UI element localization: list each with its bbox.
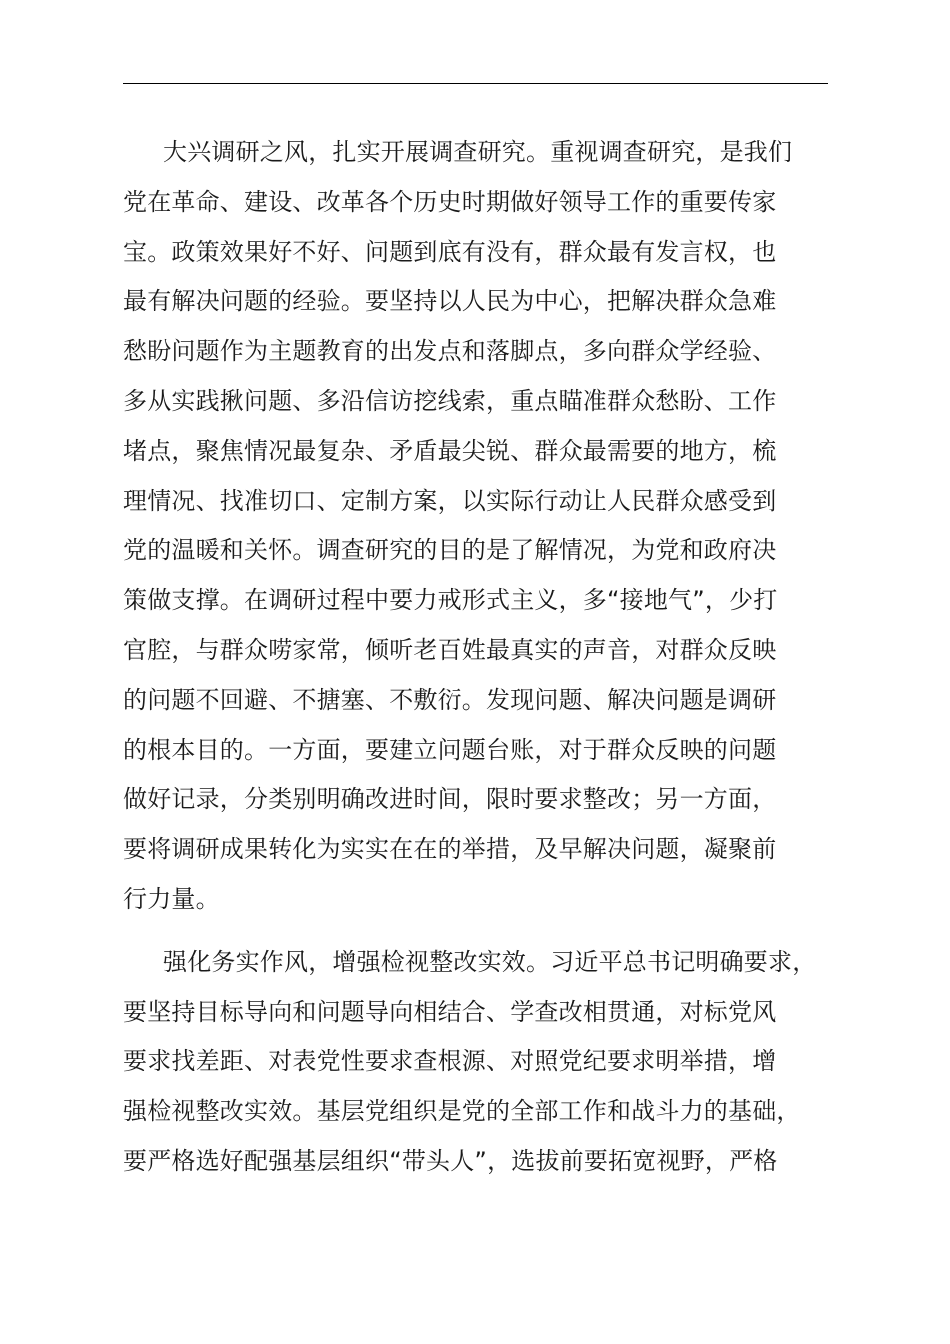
text-line: 多从实践揪问题、多沿信访挖线索，重点瞄准群众愁盼、工作 xyxy=(123,386,777,415)
document-body xyxy=(123,128,828,1187)
text-line: 策做支撑。在调研过程中要力戒形式主义，多“接地气”，少打 xyxy=(123,586,778,615)
text-line: 官腔，与群众唠家常，倾听老百姓最真实的声音，对群众反映 xyxy=(123,635,777,664)
text-line: 要坚持目标导向和问题导向相结合、学查改相贯通，对标党风 xyxy=(123,997,777,1026)
text-line: 的根本目的。一方面，要建立问题台账，对于群众反映的问题 xyxy=(123,735,777,764)
paragraph-1 xyxy=(123,128,828,925)
text-line: 强化务实作风，增强检视整改实效。习近平总书记明确要求， xyxy=(163,947,817,976)
text-line: 行力量。 xyxy=(123,884,220,913)
text-line: 堵点，聚焦情况最复杂、矛盾最尖锐、群众最需要的地方，梳 xyxy=(123,436,777,465)
text-line: 做好记录，分类别明确改进时间，限时要求整改；另一方面， xyxy=(123,785,777,814)
text-line: 党在革命、建设、改革各个历史时期做好领导工作的重要传家 xyxy=(123,187,777,216)
header-rule xyxy=(123,83,828,84)
text-line: 要严格选好配强基层组织“带头人”，选拔前要拓宽视野，严格 xyxy=(123,1146,778,1175)
text-line: 愁盼问题作为主题教育的出发点和落脚点，多向群众学经验、 xyxy=(123,337,777,366)
paragraph-spacer xyxy=(123,925,828,938)
text-line: 强检视整改实效。基层党组织是党的全部工作和战斗力的基础， xyxy=(123,1097,801,1126)
text-line: 最有解决问题的经验。要坚持以人民为中心，把解决群众急难 xyxy=(123,287,777,316)
paragraph-2 xyxy=(123,938,828,1187)
text-line: 要求找差距、对表党性要求查根源、对照党纪要求明举措，增 xyxy=(123,1047,777,1076)
text-line: 的问题不回避、不搪塞、不敷衍。发现问题、解决问题是调研 xyxy=(123,685,777,714)
text-line: 要将调研成果转化为实实在在的举措，及早解决问题，凝聚前 xyxy=(123,835,777,864)
text-line: 大兴调研之风，扎实开展调查研究。重视调查研究，是我们 xyxy=(163,138,793,166)
text-line: 理情况、找准切口、定制方案，以实际行动让人民群众感受到 xyxy=(123,486,777,515)
text-line: 党的温暖和关怀。调查研究的目的是了解情况，为党和政府决 xyxy=(123,536,777,565)
text-line: 宝。政策效果好不好、问题到底有没有，群众最有发言权，也 xyxy=(123,237,777,266)
